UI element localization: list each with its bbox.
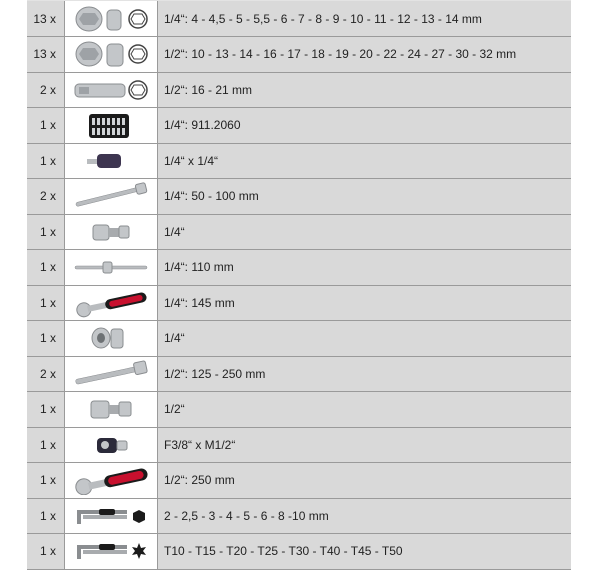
ratchet-icon — [64, 286, 158, 321]
extension-bar-icon — [64, 357, 158, 392]
quantity-cell: 1 x — [27, 534, 64, 569]
description-cell: T10 - T15 - T20 - T25 - T30 - T40 - T45 - T50 — [158, 534, 571, 569]
quantity-cell: 2 x — [27, 179, 64, 214]
quantity-cell: 1 x — [27, 144, 64, 179]
bit-adapter-icon — [64, 144, 158, 179]
adapter-socket-icon — [64, 321, 158, 356]
table-row — [27, 357, 571, 393]
table-row — [27, 215, 571, 251]
quantity-cell: 1 x — [27, 215, 64, 250]
description-cell: F3/8“ x M1/2“ — [158, 428, 571, 463]
table-row — [27, 392, 571, 428]
table-row — [27, 37, 571, 73]
description-cell: 1/4“: 110 mm — [158, 250, 571, 285]
quantity-cell: 1 x — [27, 250, 64, 285]
description-cell: 1/2“: 16 - 21 mm — [158, 73, 571, 108]
quantity-cell: 13 x — [27, 37, 64, 72]
description-cell: 1/2“ — [158, 392, 571, 427]
description-cell: 2 - 2,5 - 3 - 4 - 5 - 6 - 8 -10 mm — [158, 499, 571, 534]
table-row — [27, 286, 571, 322]
tool-set-contents-table — [27, 0, 571, 570]
table-row — [27, 321, 571, 357]
table-row — [27, 534, 571, 570]
table-row — [27, 499, 571, 535]
quantity-cell: 2 x — [27, 73, 64, 108]
sockets-hex-icon — [64, 37, 158, 72]
table-row — [27, 108, 571, 144]
spark-plug-socket-icon — [64, 73, 158, 108]
table-row — [27, 428, 571, 464]
table-row — [27, 144, 571, 180]
reducer-adapter-icon — [64, 428, 158, 463]
description-cell: 1/4“: 911.2060 — [158, 108, 571, 143]
extension-bar-icon — [64, 179, 158, 214]
description-cell: 1/4“: 50 - 100 mm — [158, 179, 571, 214]
ratchet-icon — [64, 463, 158, 498]
description-cell: 1/4“: 145 mm — [158, 286, 571, 321]
table-row — [27, 1, 571, 37]
table-row — [27, 250, 571, 286]
quantity-cell: 1 x — [27, 392, 64, 427]
description-cell: 1/4“ — [158, 321, 571, 356]
description-cell: 1/2“: 125 - 250 mm — [158, 357, 571, 392]
description-cell: 1/4“: 4 - 4,5 - 5 - 5,5 - 6 - 7 - 8 - 9 - 10 - 11 - 12 - 13 - 14 mm — [158, 1, 571, 36]
quantity-cell: 1 x — [27, 499, 64, 534]
universal-joint-icon — [64, 215, 158, 250]
description-cell: 1/2“: 10 - 13 - 14 - 16 - 17 - 18 - 19 - 20 - 22 - 24 - 27 - 30 - 32 mm — [158, 37, 571, 72]
quantity-cell: 1 x — [27, 286, 64, 321]
t-handle-icon — [64, 250, 158, 285]
quantity-cell: 1 x — [27, 108, 64, 143]
description-cell: 1/4“ — [158, 215, 571, 250]
quantity-cell: 13 x — [27, 1, 64, 36]
sockets-hex-icon — [64, 1, 158, 36]
universal-joint-icon — [64, 392, 158, 427]
table-row — [27, 463, 571, 499]
bit-set-icon — [64, 108, 158, 143]
quantity-cell: 1 x — [27, 463, 64, 498]
table-row — [27, 73, 571, 109]
quantity-cell: 1 x — [27, 428, 64, 463]
description-cell: 1/2“: 250 mm — [158, 463, 571, 498]
quantity-cell: 2 x — [27, 357, 64, 392]
table-row — [27, 179, 571, 215]
hex-key-icon — [64, 499, 158, 534]
quantity-cell: 1 x — [27, 321, 64, 356]
torx-key-icon — [64, 534, 158, 569]
description-cell: 1/4“ x 1/4“ — [158, 144, 571, 179]
